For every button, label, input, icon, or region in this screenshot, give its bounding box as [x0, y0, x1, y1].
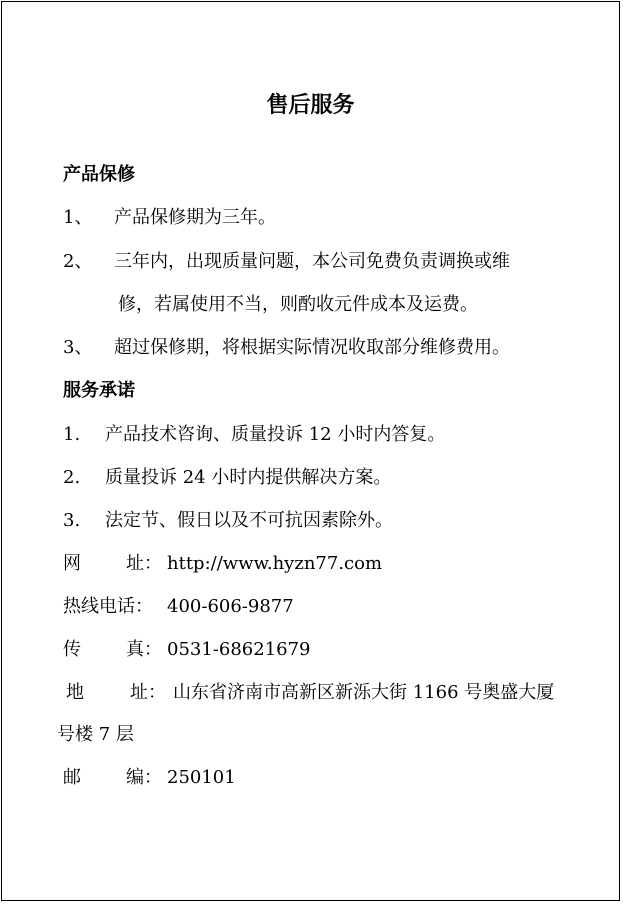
warranty-item-1-text: 产品保修期为三年。 [114, 207, 276, 228]
warranty-item-3-text: 超过保修期，将根据实际情况收取部分维修费用。 [114, 337, 510, 358]
service-item-3-number: 3. [63, 510, 81, 531]
service-item-3-text: 法定节、假日以及不可抗因素除外。 [105, 510, 393, 531]
page-title: 售后服务 [266, 92, 355, 118]
postcode-label-first-char: 邮 [63, 767, 81, 788]
fax-value: 0531-68621679 [167, 639, 311, 660]
address-value-line2: 号楼 7 层 [57, 724, 134, 745]
warranty-item-2-text-line2: 修，若属使用不当，则酌收元件成本及运费。 [118, 294, 478, 315]
website-label-first-char: 网 [63, 553, 81, 574]
website-label-rest: 址： [126, 553, 162, 574]
fax-label-first-char: 传 [63, 639, 81, 660]
address-value-line1: 山东省济南市高新区新泺大街 1166 号奥盛大厦 [173, 682, 555, 703]
service-item-1-number: 1. [63, 424, 81, 445]
postcode-label-rest: 编： [126, 767, 162, 788]
hotline-label: 热线电话： [63, 596, 153, 617]
service-item-2-number: 2. [63, 467, 81, 488]
warranty-item-2-text-line1: 三年内，出现质量问题，本公司免费负责调换或维 [114, 251, 510, 272]
address-label-first-char: 地 [66, 682, 84, 703]
service-item-1-text: 产品技术咨询、质量投诉 12 小时内答复。 [105, 424, 446, 445]
hotline-value: 400-606-9877 [167, 596, 294, 617]
warranty-heading: 产品保修 [63, 164, 135, 185]
postcode-value: 250101 [167, 767, 236, 788]
warranty-item-1-number: 1、 [63, 207, 93, 228]
website-url[interactable]: http://www.hyzn77.com [167, 553, 383, 574]
address-label-rest: 址： [130, 682, 166, 703]
warranty-item-2-number: 2、 [63, 251, 93, 272]
service-heading: 服务承诺 [63, 380, 135, 401]
fax-label-rest: 真： [126, 639, 162, 660]
service-item-2-text: 质量投诉 24 小时内提供解决方案。 [105, 467, 392, 488]
warranty-item-3-number: 3、 [63, 337, 93, 358]
document-page [1, 1, 620, 901]
